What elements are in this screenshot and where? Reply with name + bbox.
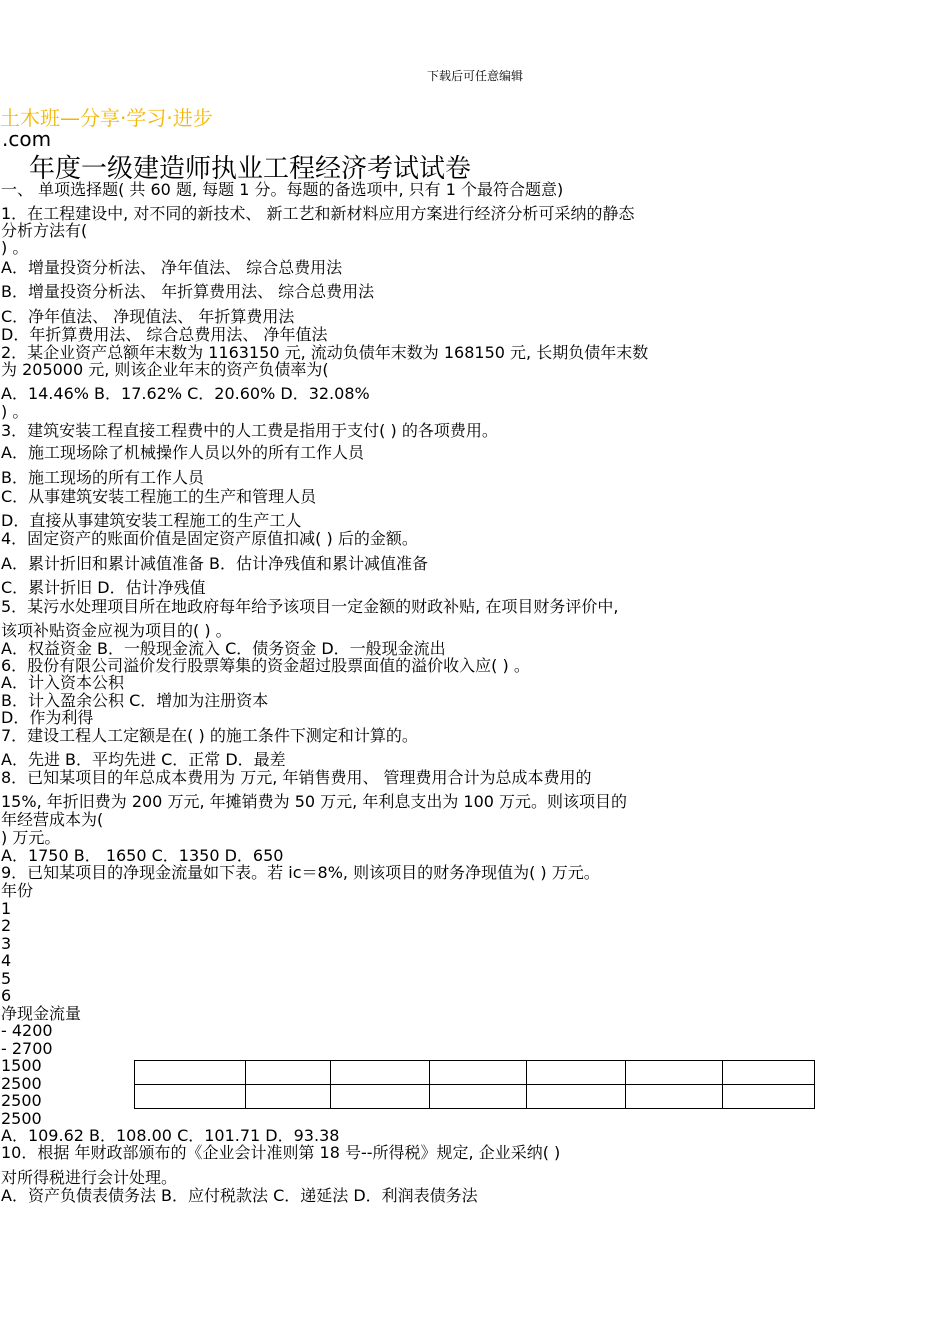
question-line: 对所得税进行会计处理。 (1, 1168, 178, 1187)
question-line: ) 。 (1, 238, 29, 257)
document-title: 年度一级建造师执业工程经济考试试卷 (29, 154, 472, 184)
table-text: 3 (1, 934, 12, 953)
table-text: 2 (1, 916, 12, 935)
question-line: 10．根据 年财政部颁布的《企业会计准则第 18 号--所得税》规定, 企业采纳( ) (1, 1143, 561, 1162)
option-line: A．资产负债表债务法 B．应付税款法 C．递延法 D．利润表债务法 (1, 1186, 478, 1205)
watermark-logo-text: 土木班—分享·学习·进步 (0, 106, 213, 130)
option-line: C．从事建筑安装工程施工的生产和管理人员 (1, 487, 317, 506)
question-line: ) 。 (1, 402, 29, 421)
option-line: A．14.46% B．17.62% C．20.60% D．32.08% (1, 384, 370, 403)
question-line: 2．某企业资产总额年末数为 1163150 元, 流动负债年末数为 168150 元, 长期负债年末数 (1, 343, 649, 362)
question-line: 8．已知某项目的年总成本费用为 万元, 年销售费用、 管理费用合计为总成本费用的 (1, 768, 592, 787)
option-line: A．1750 B． 1650 C．1350 D．650 (1, 846, 284, 865)
option-line: A．先进 B．平均先进 C．正常 D．最差 (1, 750, 286, 769)
header-note: 下载后可任意编辑 (426, 69, 523, 83)
option-line: D．年折算费用法、 综合总费用法、 净年值法 (1, 325, 328, 344)
table-text: 2500 (1, 1091, 42, 1110)
question-line: 9．已知某项目的净现金流量如下表。若 ic＝8%, 则该项目的财务净现值为( ) 万元。 (1, 863, 600, 882)
question-line: 分析方法有( (1, 221, 88, 240)
option-line: A．权益资金 B．一般现金流入 C．债务资金 D．一般现金流出 (1, 639, 446, 658)
question-line: 1．在工程建设中, 对不同的新技术、 新工艺和新材料应用方案进行经济分析可采纳的静态 (1, 204, 635, 223)
table-text: 4 (1, 951, 12, 970)
option-line: B．计入盈余公积 C．增加为注册资本 (1, 691, 269, 710)
option-line: B．施工现场的所有工作人员 (1, 468, 204, 487)
option-line: B．增量投资分析法、 年折算费用法、 综合总费用法 (1, 282, 375, 301)
question-line: 7．建设工程人工定额是在( ) 的施工条件下测定和计算的。 (1, 726, 418, 745)
table-text: 净现金流量 (1, 1004, 82, 1023)
question-line: ) 万元。 (1, 828, 61, 847)
option-line: A．计入资本公积 (1, 673, 124, 692)
option-line: A．109.62 B．108.00 C．101.71 D．93.38 (1, 1126, 340, 1145)
table-text: 2500 (1, 1109, 42, 1128)
table-text: 1 (1, 899, 12, 918)
option-line: C．累计折旧 D．估计净残值 (1, 578, 206, 597)
question-line: 4．固定资产的账面价值是固定资产原值扣减( ) 后的金额。 (1, 529, 418, 548)
question-line: 15%, 年折旧费为 200 万元, 年摊销费为 50 万元, 年利息支出为 100 万元。则该项目的 (1, 792, 628, 811)
question-line: 6．股份有限公司溢价发行股票筹集的资金超过股票面值的溢价收入应( ) 。 (1, 656, 530, 675)
table-text: 5 (1, 969, 12, 988)
option-line: A．增量投资分析法、 净年值法、 综合总费用法 (1, 258, 343, 277)
table-text: 1500 (1, 1056, 42, 1075)
option-line: D．作为利得 (1, 708, 94, 727)
domain-text: .com (2, 127, 52, 151)
option-line: C．净年值法、 净现值法、 年折算费用法 (1, 307, 295, 326)
table-text: - 2700 (1, 1039, 53, 1058)
table-text: - 4200 (1, 1021, 53, 1040)
option-line: A．施工现场除了机械操作人员以外的所有工作人员 (1, 443, 364, 462)
cash-flow-table-grid (134, 1060, 815, 1109)
section-heading: 一、 单项选择题( 共 60 题, 每题 1 分。每题的备选项中, 只有 1 个最符合题意) (1, 180, 564, 199)
question-line: 该项补贴资金应视为项目的( ) 。 (1, 621, 232, 640)
table-text: 2500 (1, 1074, 42, 1093)
option-line: A．累计折旧和累计减值准备 B．估计净残值和累计减值准备 (1, 554, 429, 573)
question-line: 为 205000 元, 则该企业年末的资产负债率为( (1, 360, 329, 379)
table-text: 年份 (1, 881, 34, 900)
question-line: 年经营成本为( (1, 810, 104, 829)
table-text: 6 (1, 986, 12, 1005)
question-line: 5．某污水处理项目所在地政府每年给予该项目一定金额的财政补贴, 在项目财务评价中, (1, 597, 619, 616)
question-line: 3．建筑安装工程直接工程费中的人工费是指用于支付( ) 的各项费用。 (1, 421, 498, 440)
option-line: D．直接从事建筑安装工程施工的生产工人 (1, 511, 302, 530)
